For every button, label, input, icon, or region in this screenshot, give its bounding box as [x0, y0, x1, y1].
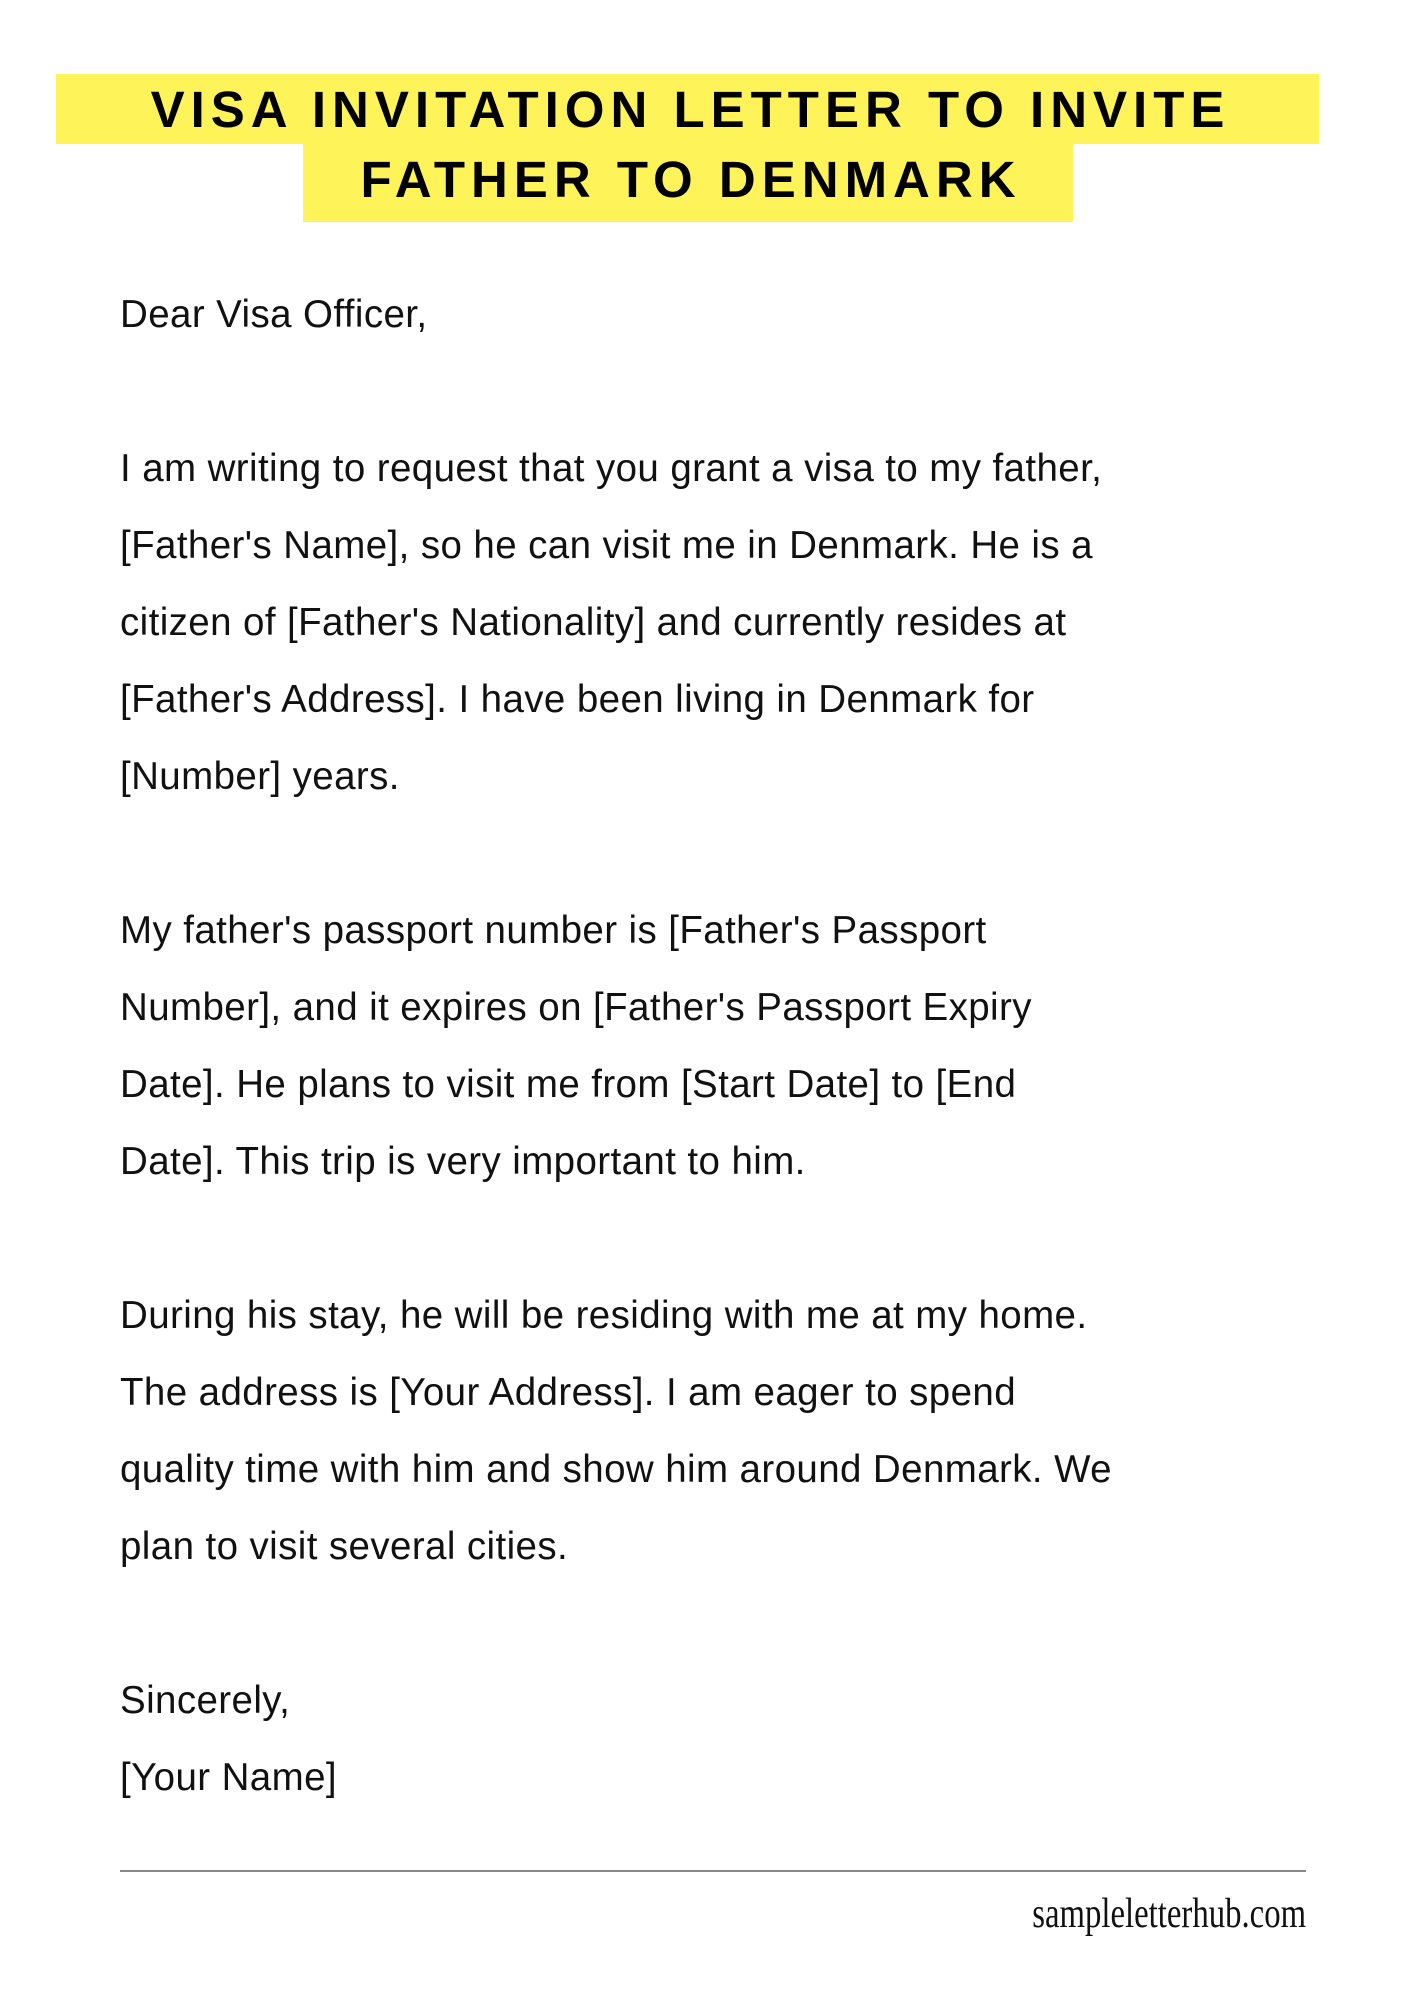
signature: [Your Name]: [120, 1756, 337, 1799]
text-line: Number], and it expires on [Father's Passport Expiry: [120, 986, 1032, 1029]
text-line: I am writing to request that you grant a visa to my father,: [120, 447, 1103, 490]
closing: Sincerely,: [120, 1679, 291, 1722]
text-line: My father's passport number is [Father's Passport: [120, 909, 987, 952]
text-line: plan to visit several cities.: [120, 1525, 569, 1568]
paragraph-1: [120, 430, 1380, 815]
letter-body: [120, 276, 1380, 1816]
paragraph-2: [120, 892, 1380, 1200]
title-text-1: VISA INVITATION LETTER TO INVITE: [150, 81, 1231, 138]
closing-block: [120, 1662, 1380, 1816]
title-text-2: FATHER TO DENMARK: [360, 151, 1022, 208]
text-line: Date]. This trip is very important to him.: [120, 1140, 806, 1183]
salutation: Dear Visa Officer,: [120, 293, 428, 336]
title-line-1: [56, 74, 1319, 144]
footer-site: sampleletterhub.com: [1032, 1891, 1306, 1937]
title-line-2: [303, 144, 1073, 222]
text-line: citizen of [Father's Nationality] and currently resides at: [120, 601, 1067, 644]
text-line: The address is [Your Address]. I am eager to spend: [120, 1371, 1017, 1414]
text-line: [Number] years.: [120, 755, 400, 798]
text-line: [Father's Name], so he can visit me in Denmark. He is a: [120, 524, 1093, 567]
paragraph-3: [120, 1277, 1380, 1585]
text-line: [Father's Address]. I have been living in Denmark for: [120, 678, 1035, 721]
footer-divider: [120, 1870, 1306, 1872]
text-line: quality time with him and show him around Denmark. We: [120, 1448, 1112, 1491]
text-line: Date]. He plans to visit me from [Start Date] to [End: [120, 1063, 1017, 1106]
text-line: During his stay, he will be residing with me at my home.: [120, 1294, 1088, 1337]
